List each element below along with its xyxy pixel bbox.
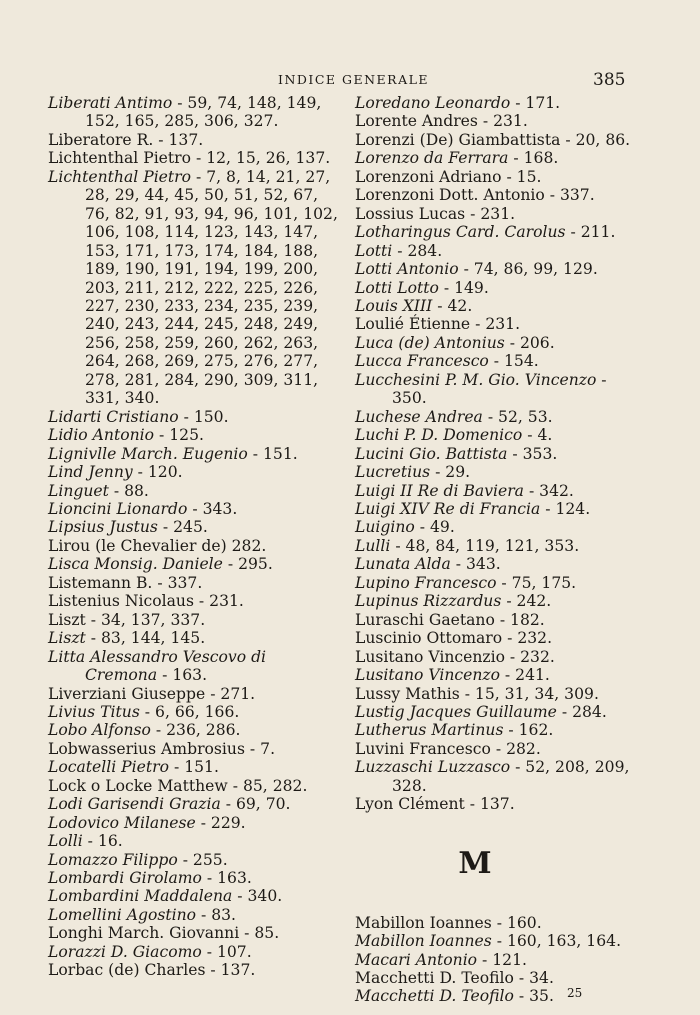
entry-name: Lorenzo da Ferrara [355, 149, 509, 168]
index-column-right [355, 94, 640, 1006]
index-entry [355, 758, 640, 795]
page-header [0, 70, 700, 94]
index-entry [355, 795, 640, 813]
index-entry [355, 721, 640, 739]
entry-name: Luvini Francesco [355, 739, 491, 758]
entry-name: Louis XIII [355, 296, 433, 315]
index-entry [48, 149, 338, 167]
index-entry [48, 648, 338, 685]
entry-name: Lossius Lucas [355, 204, 466, 223]
entry-name: Lusitano Vincenzo [355, 666, 500, 685]
printer-signature-mark: 25 [567, 986, 583, 1000]
entry-page-refs: - 245. [157, 518, 208, 537]
entry-name: Mabillon Ioannes [355, 932, 492, 951]
entry-name: Macchetti D. Teofilo [355, 987, 514, 1006]
entry-name: Lutherus Martinus [355, 721, 504, 740]
entry-page-refs: - 163. [157, 666, 208, 685]
entry-page-refs: - 154. [488, 352, 539, 371]
entry-name: Lidio Antonio [48, 426, 155, 445]
entry-name: Lichtenthal Pietro [48, 167, 192, 186]
entry-name: Lombardini Maddalena [48, 887, 233, 906]
entry-name: Luraschi Gaetano [355, 610, 495, 629]
index-entry [48, 943, 338, 961]
index-entry [48, 94, 338, 131]
entry-page-refs: - 85. [239, 924, 280, 943]
entry-page-refs: - 343. [450, 555, 501, 574]
entry-page-refs: - 160. [491, 913, 542, 932]
index-entry [355, 223, 640, 241]
entry-page-refs: - 15. [501, 167, 542, 186]
entry-name: Litta Alessandro Vescovo di Cremona [48, 647, 267, 685]
entry-name: Locatelli Pietro [48, 758, 170, 777]
entry-name: Loredano Leonardo [355, 94, 511, 112]
index-entry [355, 592, 640, 610]
entry-name: Lucini Gio. Battista [355, 444, 508, 463]
entry-page-refs: - 160, 163, 164. [491, 932, 622, 951]
index-entry [355, 987, 640, 1005]
entry-name: Macari Antonio [355, 950, 478, 969]
entry-name: Luigi XIV Re di Francia [355, 499, 541, 518]
entry-page-refs: - 20, 86. [560, 130, 631, 149]
entry-name: Lucca Francesco [355, 352, 489, 371]
entry-name: Longhi March. Giovanni [48, 924, 240, 943]
index-section-l-continued [355, 94, 640, 814]
entry-page-refs: - 231. [193, 592, 244, 611]
entry-page-refs: - 16. [82, 832, 123, 851]
entry-name: Loulié Étienne [355, 315, 471, 334]
index-entry [355, 426, 640, 444]
section-letter-heading: M [458, 845, 492, 881]
index-entry [355, 518, 640, 536]
index-entry [355, 914, 640, 932]
index-entry [48, 131, 338, 149]
entry-page-refs: - 337. [544, 186, 595, 205]
entry-page-refs: - 151. [169, 758, 219, 777]
entry-name: Lucchesini P. M. Gio. Vincenzo [355, 370, 597, 389]
entry-page-refs: - 229. [195, 813, 246, 832]
entry-name: Lunata Alda [355, 555, 451, 574]
entry-page-refs: - 282. [490, 739, 541, 758]
index-entry [48, 611, 338, 629]
index-entry [355, 648, 640, 666]
index-section-m [355, 914, 640, 1006]
index-entry [355, 297, 640, 315]
entry-name: Lulli [355, 536, 391, 555]
index-entry [355, 371, 640, 408]
entry-page-refs: - 163. [201, 869, 252, 888]
index-entry [355, 279, 640, 297]
index-entry [48, 555, 338, 573]
entry-name: Lodovico Milanese [48, 813, 196, 832]
entry-name: Lorenzi (De) Giambattista [355, 130, 561, 149]
index-entry [48, 685, 338, 703]
entry-name: Lusitano Vincenzio [355, 647, 505, 666]
entry-name: Lichtenthal Pietro [48, 149, 192, 168]
entry-name: Lomazzo Filippo [48, 850, 178, 869]
entry-page-refs: - 42. [432, 296, 473, 315]
index-entry [355, 555, 640, 573]
entry-name: Lorazzi D. Giacomo [48, 942, 202, 961]
entry-name: Luscinio Ottomaro [355, 629, 503, 648]
entry-page-refs: - 7, 8, 14, 21, 27, 28, 29, 44, 45, 50, 51, 52, 67, 76, 82, 91, 93, 94, 96, 101, 102, 106, 108, 114, 123, 143, 147, 153, 171, 173, 174, 184, 188, 189, 190, 191, 194, 199, 200, 203, 211, 212, 222, 225, 226, 227, 230, 233, 234, 235, 239, 240, 243, 244, 245, 248, 249, 256, 258, 259, 260, 262, 263, 264, 268, 269, 275, 276, 277, 278, 281, 284, 290, 309, 311, 331, 340. [85, 167, 338, 408]
index-entry [48, 168, 338, 408]
entry-page-refs: - 125. [154, 426, 204, 445]
index-entry [355, 408, 640, 426]
entry-page-refs: - 342. [523, 481, 574, 500]
index-entry [48, 777, 338, 795]
index-entry [48, 869, 338, 887]
entry-page-refs: - 6, 66, 166. [139, 702, 240, 721]
index-entry [355, 260, 640, 278]
index-entry [355, 94, 640, 112]
entry-page-refs: - 284. [392, 241, 443, 260]
entry-page-refs: - 343. [187, 499, 238, 518]
entry-page-refs: - 353. [507, 444, 558, 463]
index-entry [355, 500, 640, 518]
entry-name: Lussy Mathis [355, 684, 460, 703]
entry-name: Lorenzoni Dott. Antonio [355, 186, 545, 205]
entry-name: Liszt [48, 629, 86, 648]
entry-name: Lodi Garisendi Grazia [48, 795, 221, 814]
entry-page-refs: - 232. [504, 647, 555, 666]
index-entry [355, 537, 640, 555]
entry-name: Luca (de) Antonius [355, 333, 505, 352]
entry-name: Listemann B. [48, 573, 153, 592]
entry-page-refs: - 107. [201, 942, 252, 961]
entry-page-refs: - 48, 84, 119, 121, 353. [390, 536, 580, 555]
index-entry [48, 906, 338, 924]
entry-name: Lucretius [355, 463, 431, 482]
entry-page-refs: - 52, 208, 209, 328. [392, 758, 630, 795]
running-title: INDICE GENERALE [278, 72, 430, 87]
entry-name: Lidarti Cristiano [48, 407, 179, 426]
index-entry [48, 758, 338, 776]
index-entry [48, 592, 338, 610]
entry-page-refs: - 284. [556, 702, 607, 721]
index-entry [355, 315, 640, 333]
index-entry [48, 518, 338, 536]
entry-page-refs: - 231. [465, 204, 516, 223]
entry-name: Luigi II Re di Baviera [355, 481, 524, 500]
entry-page-refs: - 124. [540, 499, 591, 518]
entry-name: Lotharingus Card. Carolus [355, 223, 566, 242]
entry-page-refs: - 162. [503, 721, 554, 740]
entry-name: Lupinus Rizzardus [355, 592, 502, 611]
entry-page-refs: - 59, 74, 148, 149, 152, 165, 285, 306, 327. [85, 94, 322, 131]
entry-name: Luchese Andrea [355, 407, 483, 426]
entry-page-refs: - 168. [508, 149, 559, 168]
entry-name: Lind Jenny [48, 463, 133, 482]
entry-page-refs: - 295. [222, 555, 273, 574]
index-entry [355, 149, 640, 167]
index-entry [48, 961, 338, 979]
entry-name: Mabillon Ioannes [355, 913, 492, 932]
entry-page-refs: - 232. [502, 629, 553, 648]
entry-name: Macchetti D. Teofilo [355, 969, 514, 988]
entry-page-refs: - 340. [232, 887, 283, 906]
entry-page-refs: - 231. [477, 112, 528, 131]
entry-page-refs: - 83. [196, 905, 237, 924]
entry-name: Lombardi Girolamo [48, 869, 202, 888]
index-entry [355, 205, 640, 223]
index-entry [48, 629, 338, 647]
index-entry [48, 851, 338, 869]
index-entry [355, 740, 640, 758]
entry-page-refs: - 255. [177, 850, 228, 869]
entry-name: Lioncini Lionardo [48, 499, 188, 518]
entry-name: Lisca Monsig. Daniele [48, 555, 223, 574]
entry-page-refs: - 241. [499, 666, 550, 685]
index-entry [48, 537, 338, 555]
index-entry [355, 112, 640, 130]
index-entry [355, 482, 640, 500]
index-entry [48, 574, 338, 592]
entry-name: Livius Titus [48, 702, 140, 721]
index-entry [48, 740, 338, 758]
entry-name: Linguet [48, 481, 109, 500]
entry-name: Lotti [355, 241, 393, 260]
index-entry [48, 795, 338, 813]
entry-page-refs: - 242. [501, 592, 552, 611]
entry-page-refs: - 231. [470, 315, 521, 334]
entry-name: Liverziani Giuseppe [48, 684, 206, 703]
entry-name: Lobwasserius Ambrosius [48, 739, 245, 758]
index-entry [355, 951, 640, 969]
index-entry [355, 186, 640, 204]
entry-name: Lorbac (de) Charles [48, 961, 206, 980]
index-entry [355, 611, 640, 629]
entry-page-refs: - 29. [430, 463, 471, 482]
index-entry [355, 685, 640, 703]
entry-page-refs: - 85, 282. [227, 776, 308, 795]
entry-name: Lignivlle March. Eugenio [48, 444, 248, 463]
index-entry [355, 334, 640, 352]
index-entry [355, 666, 640, 684]
entry-page-refs: - 350. [392, 370, 607, 408]
entry-name: Lupino Francesco [355, 573, 497, 592]
entry-page-refs: - 137. [153, 130, 204, 149]
index-entry [48, 832, 338, 850]
entry-name: Lock o Locke Matthew [48, 776, 228, 795]
entry-name: Lolli [48, 832, 83, 851]
index-entry [355, 168, 640, 186]
entry-name: Listenius Nicolaus [48, 592, 194, 611]
entry-page-refs: - 4. [522, 426, 553, 445]
index-column-left [48, 94, 338, 980]
entry-page-refs: - 34. [513, 969, 554, 988]
entry-page-refs: - 137. [205, 961, 256, 980]
entry-page-refs: - 206. [504, 333, 555, 352]
entry-page-refs: - 171. [510, 94, 561, 112]
entry-name: Luchi P. D. Domenico [355, 426, 523, 445]
index-entry [48, 463, 338, 481]
entry-page-refs: - 120. [132, 463, 183, 482]
entry-page-refs: - 12, 15, 26, 137. [191, 149, 331, 168]
entry-page-refs: - 121. [477, 950, 527, 969]
entry-page-refs: - 137. [464, 795, 515, 814]
entry-name: Liszt [48, 610, 86, 629]
index-entry [48, 500, 338, 518]
entry-page-refs: - 15, 31, 34, 309. [459, 684, 599, 703]
entry-name: Lyon Clément [355, 795, 465, 814]
entry-name: Lorenzoni Adriano [355, 167, 502, 186]
entry-page-refs: - 74, 86, 99, 129. [458, 260, 598, 279]
index-entry [355, 932, 640, 950]
entry-page-refs: - 7. [244, 739, 276, 758]
entry-page-refs: - 211. [565, 223, 616, 242]
index-entry [48, 814, 338, 832]
entry-name: Lorente Andres [355, 112, 478, 131]
entry-page-refs: - 34, 137, 337. [85, 610, 206, 629]
index-entry [355, 629, 640, 647]
entry-name: Lirou (le Chevalier de) 282. [48, 536, 267, 555]
index-entry [48, 703, 338, 721]
index-entry [48, 408, 338, 426]
index-entry [48, 887, 338, 905]
entry-page-refs: - 75, 175. [496, 573, 577, 592]
entry-page-refs: - 35. [513, 987, 554, 1006]
index-entry [355, 242, 640, 260]
entry-page-refs: - 49. [414, 518, 455, 537]
page-number: 385 [593, 70, 626, 90]
entry-name: Lustig Jacques Guillaume [355, 702, 557, 721]
index-entry [48, 924, 338, 942]
index-entry [355, 463, 640, 481]
entry-page-refs: - 151. [247, 444, 298, 463]
index-entry [355, 703, 640, 721]
entry-page-refs: - 337. [152, 573, 203, 592]
entry-page-refs: - 271. [205, 684, 256, 703]
entry-name: Lomellini Agostino [48, 905, 197, 924]
entry-name: Luigino [355, 518, 415, 537]
entry-page-refs: - 149. [438, 278, 489, 297]
index-entry [355, 445, 640, 463]
entry-page-refs: - 69, 70. [220, 795, 291, 814]
index-entry [48, 426, 338, 444]
entry-name: Luzzaschi Luzzasco [355, 758, 511, 777]
index-entry [48, 482, 338, 500]
entry-page-refs: - 83, 144, 145. [85, 629, 206, 648]
entry-page-refs: - 182. [494, 610, 545, 629]
entry-name: Lotti Antonio [355, 260, 459, 279]
entry-name: Lipsius Justus [48, 518, 158, 537]
entry-name: Lotti Lotto [355, 278, 439, 297]
entry-name: Lobo Alfonso [48, 721, 151, 740]
index-entry [355, 131, 640, 149]
index-entry [48, 445, 338, 463]
entry-page-refs: - 150. [178, 407, 229, 426]
entry-page-refs: - 88. [108, 481, 149, 500]
index-entry [355, 969, 640, 987]
index-entry [355, 352, 640, 370]
entry-name: Liberati Antimo [48, 94, 173, 112]
index-entry [355, 574, 640, 592]
entry-page-refs: - 52, 53. [482, 407, 553, 426]
entry-name: Liberatore R. [48, 130, 154, 149]
index-entry [48, 721, 338, 739]
entry-page-refs: - 236, 286. [150, 721, 241, 740]
